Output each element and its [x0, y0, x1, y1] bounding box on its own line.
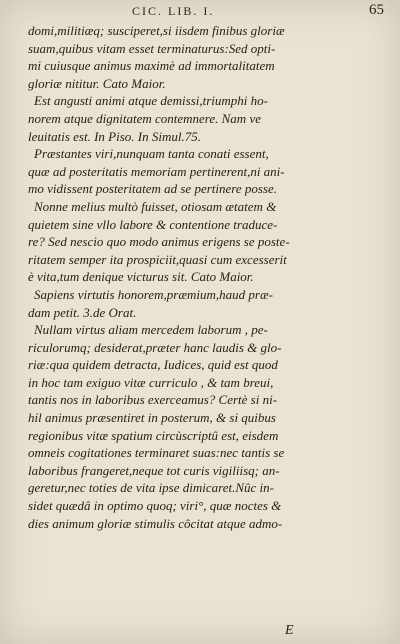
text-line: Nonne melius multò fuisset, otiosam ætatem & — [34, 198, 277, 214]
text-line: sidet quædâ in optimo quoq; viri°, quæ noctes & — [28, 498, 282, 514]
text-line: Sapiens virtutis honorem,præmium,haud præ- — [34, 286, 273, 302]
text-line: riculorumq; desiderat,præter hanc laudis & glo- — [28, 339, 282, 355]
text-line: dies animum gloriæ stimulis côcitat atque admo- — [28, 515, 283, 531]
body-text — [28, 22, 376, 532]
text-line: mo vidissent posteritatem ad se pertinere posse. — [28, 181, 278, 197]
text-line: dam petit. 3.de Orat. — [28, 304, 137, 320]
text-line: quietem sine vllo labore & contentione traduce- — [28, 216, 278, 232]
text-line: re? Sed nescio quo modo animus erigens se poste- — [28, 234, 290, 250]
text-line: geretur,nec toties de vita ipse dimicaret.Nûc in- — [28, 480, 274, 496]
text-line: regionibus vitæ spatium circùscriptû est, eisdem — [28, 427, 279, 443]
text-line: mi cuiusque animus maximè ad immortalitatem — [28, 58, 275, 74]
text-line: gloriæ nititur. Cato Maior. — [28, 75, 166, 91]
text-line: Nullam virtus aliam mercedem laborum , pe- — [34, 322, 268, 338]
catchword: E — [285, 623, 294, 638]
text-line: riæ:qua quidem detracta, Iudices, quid est quod — [28, 357, 278, 373]
text-line: tantis nos in laboribus exerceamus? Certè si ni- — [28, 392, 278, 408]
text-line: ritatem semper ita prospiciit,quasi cum excesserit — [28, 251, 287, 267]
text-line: Est angusti animi atque demissi,triumphi ho- — [34, 93, 268, 109]
text-line: hil animus præsentiret in posterum, & si quibus — [28, 410, 276, 426]
text-line: norem atque dignitatem contemnere. Nam ve — [28, 110, 261, 126]
text-line: Præstantes viri,nunquam tanta conati essent, — [34, 146, 269, 162]
text-line: quæ ad posteritatis memoriam pertinerent,ni ani- — [28, 163, 285, 179]
text-line: domi,militiæq; susciperet,si iisdem finibus gloriæ — [28, 23, 285, 38]
text-line: laboribus frangeret,neque tot curis vigiliisq; an- — [28, 462, 280, 478]
folio-number: 65 — [369, 2, 384, 18]
page-header — [0, 4, 400, 22]
text-line: omneis cogitationes terminaret suas:nec tantis se — [28, 445, 285, 461]
text-line: leuitatis est. In Piso. In Simul.75. — [28, 128, 201, 144]
text-line: suam,quibus vitam esset terminaturus:Sed opti- — [28, 40, 276, 56]
text-line: in hoc tam exiguo vitæ curriculo , & tam breui, — [28, 374, 274, 390]
running-head: CIC. LIB. I. — [132, 4, 215, 18]
text-line: è vita,tum denique victurus sit. Cato Maior. — [28, 269, 254, 285]
